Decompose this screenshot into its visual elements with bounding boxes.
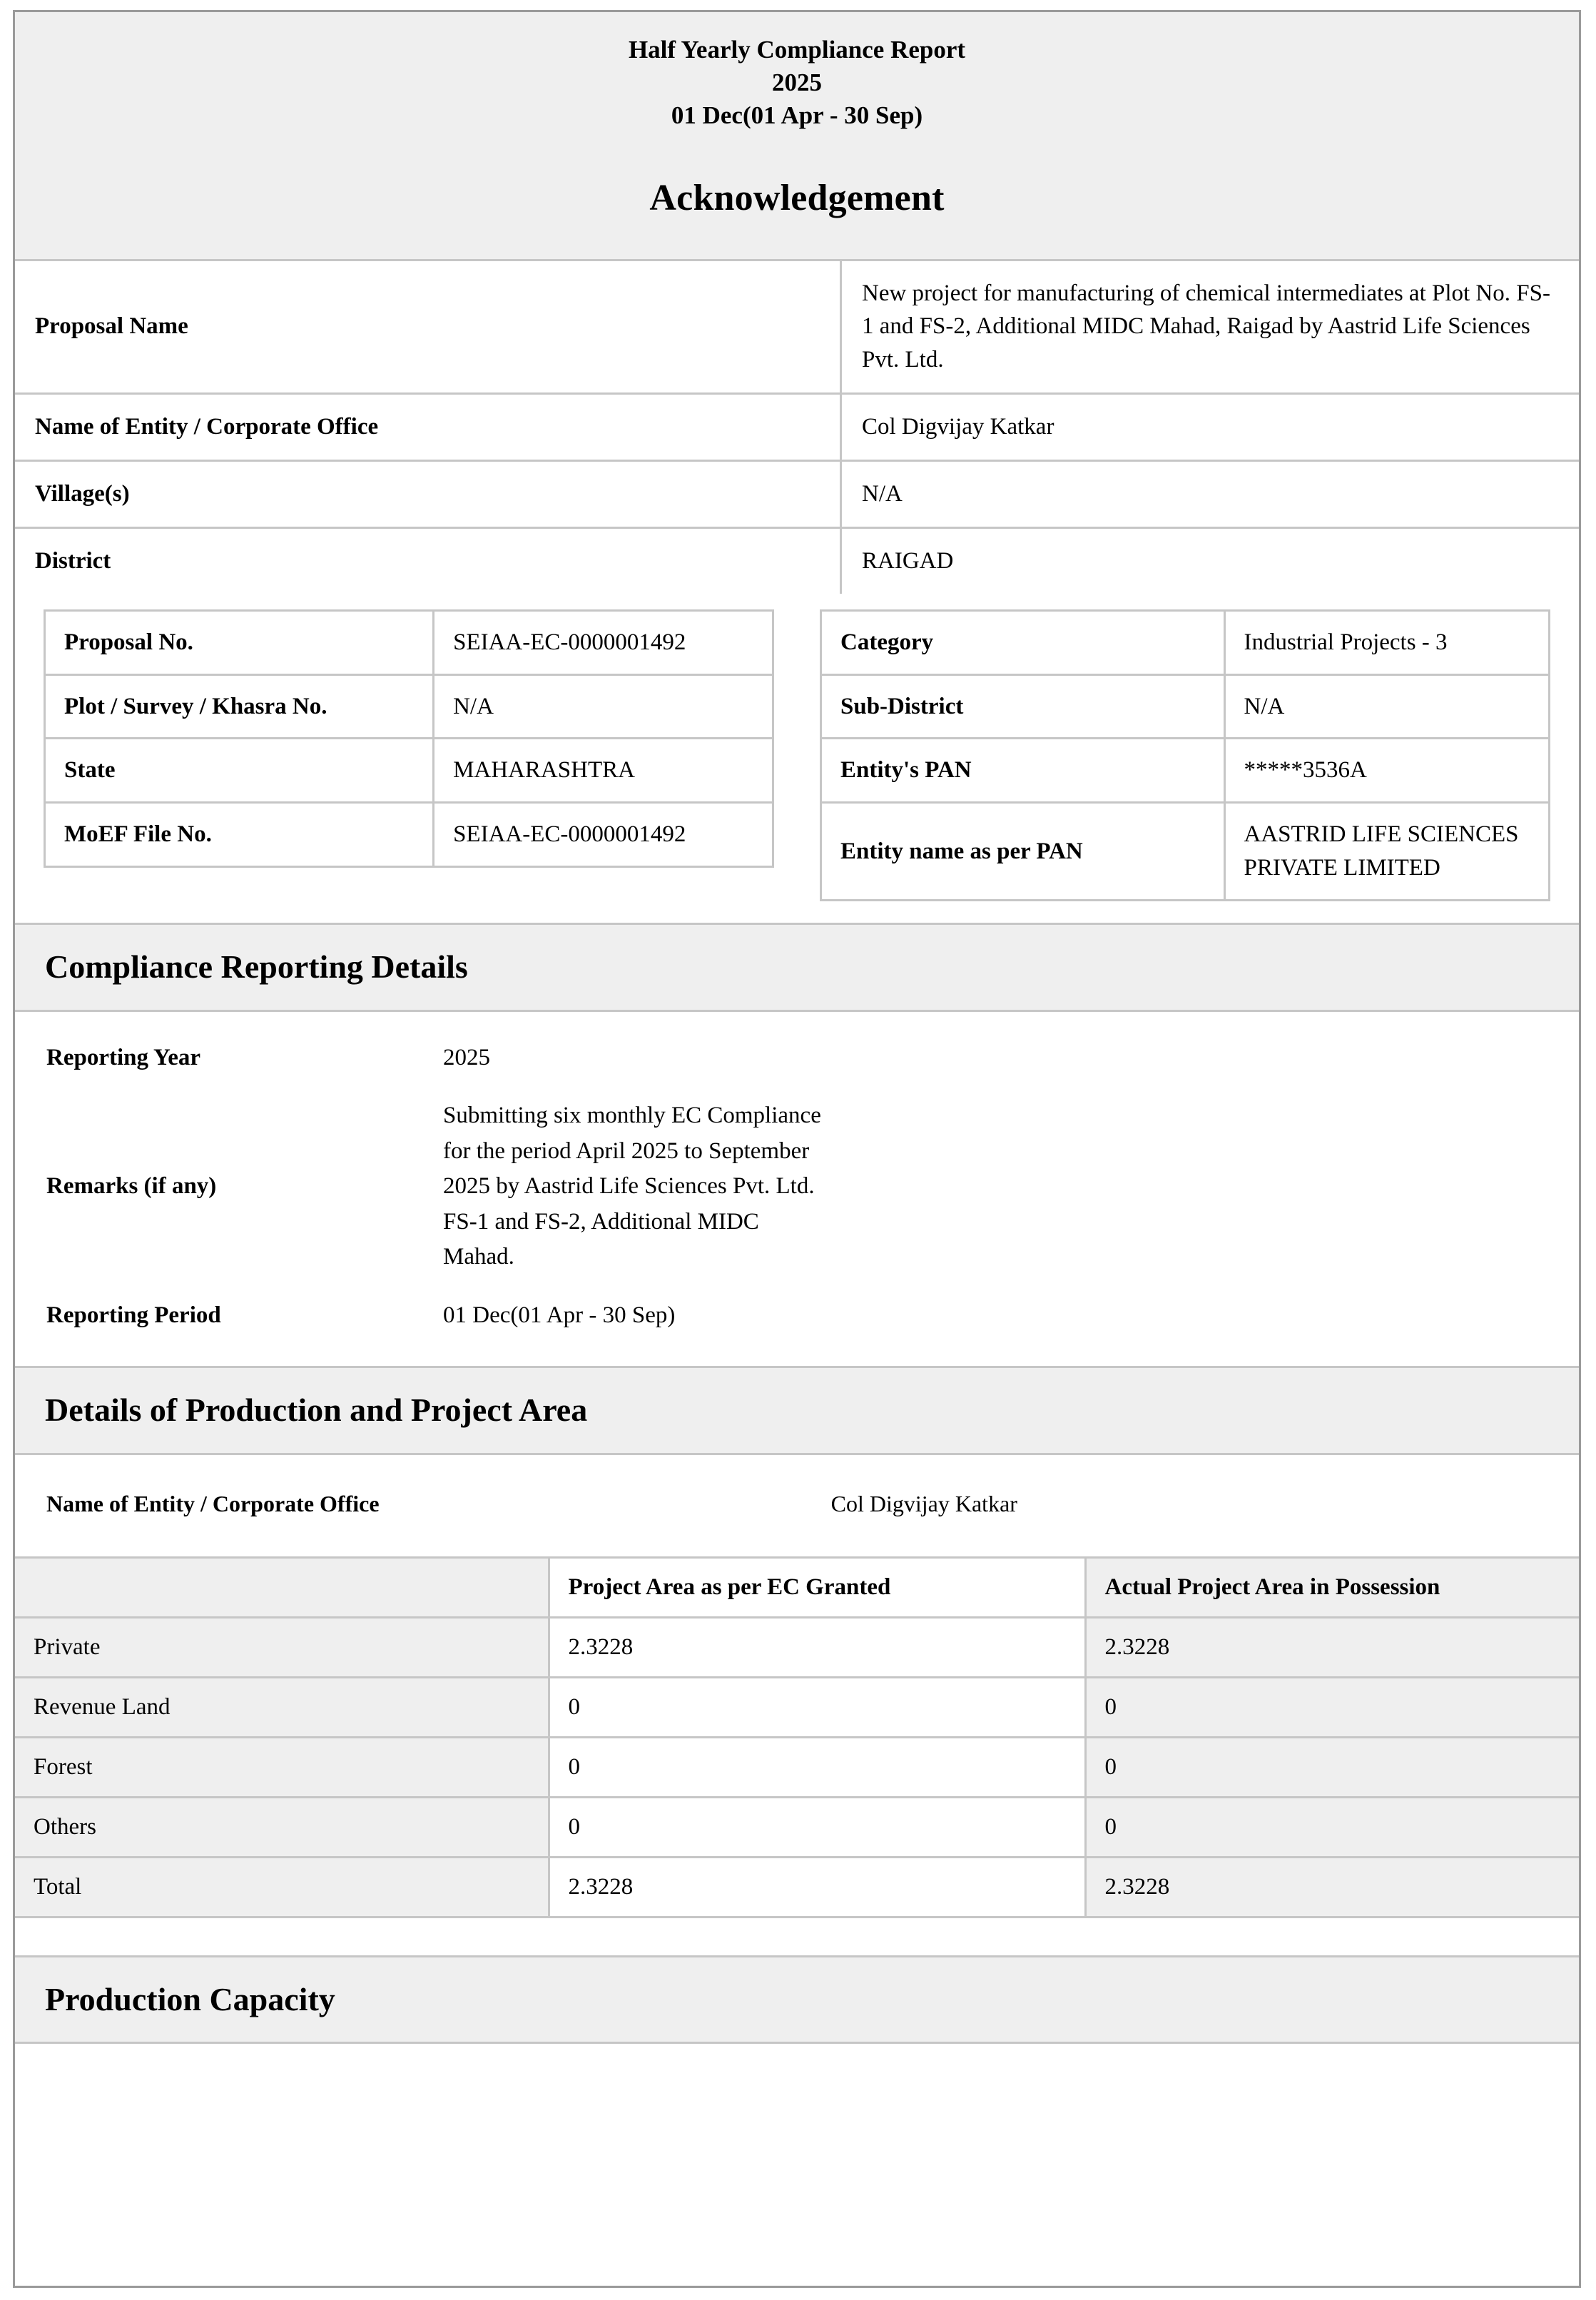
area-row-ec-granted: 2.3228 <box>549 1617 1085 1677</box>
moef-file-no-value: SEIAA-EC-0000001492 <box>434 803 773 867</box>
table-row <box>45 803 773 867</box>
area-row-possession: 0 <box>1085 1677 1579 1737</box>
compliance-details-table <box>15 1029 1579 1345</box>
production-section-heading: Details of Production and Project Area <box>45 1392 588 1429</box>
table-row <box>15 1617 1579 1677</box>
entity-name-value: Col Digvijay Katkar <box>841 394 1580 461</box>
remarks-value: Submitting six monthly EC Compliance for the period April 2025 to September 2025 by Aastrid Life Sciences Pvt. Ltd. FS-1 and FS-2, Additional MIDC Mahad. <box>443 1103 821 1270</box>
right-detail-table <box>820 609 1550 901</box>
table-row <box>15 394 1579 461</box>
area-col-ec-granted-header: Project Area as per EC Granted <box>549 1557 1085 1617</box>
sub-district-value: N/A <box>1224 674 1550 739</box>
reporting-year-label: Reporting Year <box>46 1044 200 1070</box>
plot-survey-khasra-label: Plot / Survey / Khasra No. <box>45 674 434 739</box>
reporting-period-value: 01 Dec(01 Apr - 30 Sep) <box>443 1302 676 1328</box>
area-table-gap <box>15 1918 1579 1955</box>
spacer-cell <box>835 1029 1579 1088</box>
area-row-category: Private <box>15 1617 549 1677</box>
district-label: District <box>15 527 841 593</box>
compliance-section-heading: Compliance Reporting Details <box>45 948 468 986</box>
area-row-ec-granted: 0 <box>549 1737 1085 1797</box>
entity-pan-label: Entity's PAN <box>821 739 1225 803</box>
left-detail-table-wrapper <box>44 609 774 901</box>
area-row-ec-granted: 0 <box>549 1677 1085 1737</box>
table-row <box>821 674 1550 739</box>
area-row-possession: 0 <box>1085 1737 1579 1797</box>
production-entity-value: Col Digvijay Katkar <box>830 1490 1017 1516</box>
table-row <box>15 1797 1579 1857</box>
proposal-no-label: Proposal No. <box>45 610 434 674</box>
entity-pan-value: *****3536A <box>1224 739 1550 803</box>
table-row <box>15 1029 1579 1088</box>
area-row-possession: 2.3228 <box>1085 1857 1579 1917</box>
area-row-category: Forest <box>15 1737 549 1797</box>
area-row-ec-granted: 0 <box>549 1797 1085 1857</box>
production-capacity-body <box>15 2044 1579 2222</box>
proposal-info-table <box>15 261 1579 594</box>
reporting-period-label: Reporting Period <box>46 1302 221 1328</box>
table-row <box>15 1087 1579 1287</box>
report-title: Half Yearly Compliance Report <box>628 36 966 64</box>
area-row-category: Total <box>15 1857 549 1917</box>
district-value: RAIGAD <box>841 527 1580 593</box>
proposal-name-label: Proposal Name <box>15 261 841 394</box>
area-row-category: Revenue Land <box>15 1677 549 1737</box>
acknowledgement-title: Acknowledgement <box>649 177 945 218</box>
left-detail-table <box>44 609 774 868</box>
spacer-cell <box>835 1287 1579 1345</box>
project-area-table <box>15 1556 1579 1918</box>
area-col-possession-header: Actual Project Area in Possession <box>1085 1557 1579 1617</box>
table-row <box>15 1737 1579 1797</box>
table-row <box>821 739 1550 803</box>
compliance-section-bar <box>15 923 1579 1012</box>
state-value: MAHARASHTRA <box>434 739 773 803</box>
entity-name-label: Name of Entity / Corporate Office <box>15 394 841 461</box>
table-row <box>45 674 773 739</box>
area-row-possession: 0 <box>1085 1797 1579 1857</box>
table-row <box>821 610 1550 674</box>
table-row-total <box>15 1857 1579 1917</box>
compliance-details-body <box>15 1012 1579 1367</box>
right-detail-table-wrapper <box>820 609 1550 901</box>
table-row <box>15 1475 1579 1532</box>
production-entity-table <box>15 1475 1579 1532</box>
area-row-category: Others <box>15 1797 549 1857</box>
production-entity-label: Name of Entity / Corporate Office <box>46 1490 380 1516</box>
compliance-report-page <box>13 10 1581 2288</box>
report-year: 2025 <box>772 69 822 97</box>
table-row <box>15 261 1579 394</box>
plot-survey-khasra-value: N/A <box>434 674 773 739</box>
area-col-category-header <box>15 1557 549 1617</box>
table-row <box>45 739 773 803</box>
spacer-cell <box>835 1087 1579 1287</box>
category-value: Industrial Projects - 3 <box>1224 610 1550 674</box>
table-row <box>15 1287 1579 1345</box>
entity-name-pan-label: Entity name as per PAN <box>821 803 1225 901</box>
state-label: State <box>45 739 434 803</box>
table-row <box>15 461 1579 528</box>
sub-district-label: Sub-District <box>821 674 1225 739</box>
table-row <box>45 610 773 674</box>
area-row-ec-granted: 2.3228 <box>549 1857 1085 1917</box>
production-section-bar <box>15 1366 1579 1455</box>
production-capacity-heading: Production Capacity <box>45 1980 335 2017</box>
table-header-row <box>15 1557 1579 1617</box>
report-header <box>15 12 1579 261</box>
production-entity-block <box>15 1455 1579 1556</box>
villages-label: Village(s) <box>15 461 841 528</box>
category-label: Category <box>821 610 1225 674</box>
detail-tables-row <box>15 594 1579 923</box>
area-row-possession: 2.3228 <box>1085 1617 1579 1677</box>
table-row <box>15 527 1579 593</box>
table-row <box>821 803 1550 901</box>
entity-name-pan-value: AASTRID LIFE SCIENCES PRIVATE LIMITED <box>1224 803 1550 901</box>
reporting-year-value: 2025 <box>443 1044 490 1070</box>
moef-file-no-label: MoEF File No. <box>45 803 434 867</box>
remarks-label: Remarks (if any) <box>46 1173 217 1200</box>
table-row <box>15 1677 1579 1737</box>
report-period: 01 Dec(01 Apr - 30 Sep) <box>671 101 923 130</box>
proposal-name-value: New project for manufacturing of chemical intermediates at Plot No. FS-1 and FS-2, Additional MIDC Mahad, Raigad by Aastrid Life Sciences Pvt. Ltd. <box>862 280 1550 373</box>
production-capacity-section-bar <box>15 1955 1579 2045</box>
villages-value: N/A <box>841 461 1580 528</box>
proposal-no-value: SEIAA-EC-0000001492 <box>434 610 773 674</box>
